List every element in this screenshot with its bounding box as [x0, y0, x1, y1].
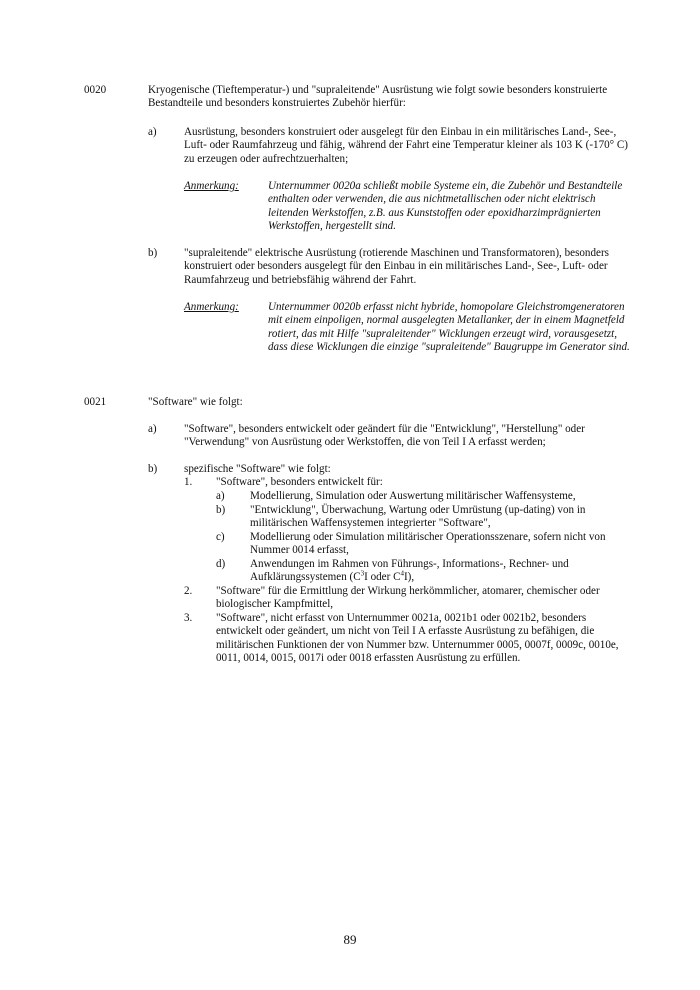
item-0021b1-label: 1.	[184, 476, 193, 488]
section-0021-intro: "Software" wie folgt:	[148, 396, 243, 408]
item-0021b1d-text-part2: I oder C	[364, 571, 401, 584]
item-0021b1-text: "Software", besonders entwickelt für:	[216, 476, 383, 488]
item-0021b3-text: "Software", nicht erfasst von Unternummer 0021a, 0021b1 oder 0021b2, besonders entwickelt oder geändert, um nicht von Teil I A erfasste Ausrüstung zu befähigen, die militärischen Funktionen der von Nummer bzw. Unternummer 0005, 0007f, 0009c, 0010e, 0011, 0014, 0015, 0017i oder 0018 erfassten Ausrüstung zu erfüllen.	[216, 612, 619, 664]
note-0020b-text: Unternummer 0020b erfasst nicht hybride, homopolare Gleichstromgeneratoren mit einem einpoligen, normal ausgelegten Metallanker, der in einem Magnetfeld rotiert, das mit Hilfe "supraleitender" Wicklungen erzeugt wird, vorausgesetzt, dass diese Wicklungen die einzige "supraleitende" Baugruppe im Generator sind.	[268, 301, 630, 353]
item-0021a-text: "Software", besonders entwickelt oder geändert für die "Entwicklung", "Herstellung" oder "Verwendung" von Ausrüstung oder Werkstoffen, die von Teil I A erfasst werden;	[184, 423, 585, 449]
section-0020-intro: Kryogenische (Tieftemperatur-) und "supraleitende" Ausrüstung wie folgt sowie besonders konstruierte Bestandteile und besonders konstruiertes Zubehör hierfür:	[148, 84, 608, 110]
item-0021b2-label: 2.	[184, 585, 193, 597]
section-number-0021: 0021	[84, 396, 107, 408]
item-0021b-text: spezifische "Software" wie folgt:	[184, 463, 331, 475]
item-0021b1c-label: c)	[216, 531, 225, 543]
item-0021b-label: b)	[148, 463, 158, 475]
note-0020a-label: Anmerkung:	[184, 180, 239, 192]
item-0021b1d-sup1: 3	[360, 569, 365, 578]
note-0020a-text: Unternummer 0020a schließt mobile Systeme ein, die Zubehör und Bestandteile enthalten oder verwenden, die aus nichtmetallischen oder nicht elektrisch leitenden Werkstoffen, z.B. aus Kunststoffen oder epoxidharzimprägnierten Werkstoffen, hergestellt sind.	[268, 180, 623, 232]
item-0021b1b-text: "Entwicklung", Überwachung, Wartung oder Umrüstung (up-dating) von in militärischen Waffensystemen integrierter "Software",	[250, 504, 586, 530]
item-0021b1d-sup2: 4	[400, 569, 404, 578]
item-0020a-label: a)	[148, 126, 157, 138]
item-0021b1a-text: Modellierung, Simulation oder Auswertung militärischer Waffensysteme,	[250, 490, 576, 502]
item-0021b1d-text-part1: Anwendungen im Rahmen von Führungs-, Informations-, Rechner- und Aufklärungssystemen (C	[250, 558, 569, 584]
item-0020b-text: "supraleitende" elektrische Ausrüstung (rotierende Maschinen und Transformatoren), besonders konstruiert oder besonders ausgelegt für den Einbau in ein militärisches Land-, See-, Luft- oder Raumfahrzeug und betriebsfähig während der Fahrt.	[184, 247, 609, 286]
item-0021b1d-text-part3: I),	[403, 571, 415, 584]
item-0020b-label: b)	[148, 247, 158, 259]
item-0020a-text: Ausrüstung, besonders konstruiert oder ausgelegt für den Einbau in ein militärisches Land-, See-, Luft- oder Raumfahrzeug und fähig, während der Fahrt eine Temperatur kleiner als 103 K (-170° C) zu erzeugen oder aufrechtzuerhalten;	[184, 126, 628, 165]
item-0021a-label: a)	[148, 423, 157, 435]
item-0021b1c-text: Modellierung oder Simulation militärischer Operationsszenare, sofern nicht von Nummer 0014 erfasst,	[250, 531, 606, 557]
section-number-0020: 0020	[84, 84, 107, 96]
note-0020b-label: Anmerkung:	[184, 301, 239, 313]
item-0021b1d-label: d)	[216, 558, 226, 570]
page-number: 89	[343, 932, 357, 947]
item-0021b1d-text	[250, 558, 630, 585]
item-0021b2-text: "Software" für die Ermittlung der Wirkung herkömmlicher, atomarer, chemischer oder biologischer Kampfmittel,	[216, 585, 600, 611]
item-0021b1a-label: a)	[216, 490, 225, 502]
item-0021b1b-label: b)	[216, 504, 226, 516]
item-0021b3-label: 3.	[184, 612, 193, 624]
